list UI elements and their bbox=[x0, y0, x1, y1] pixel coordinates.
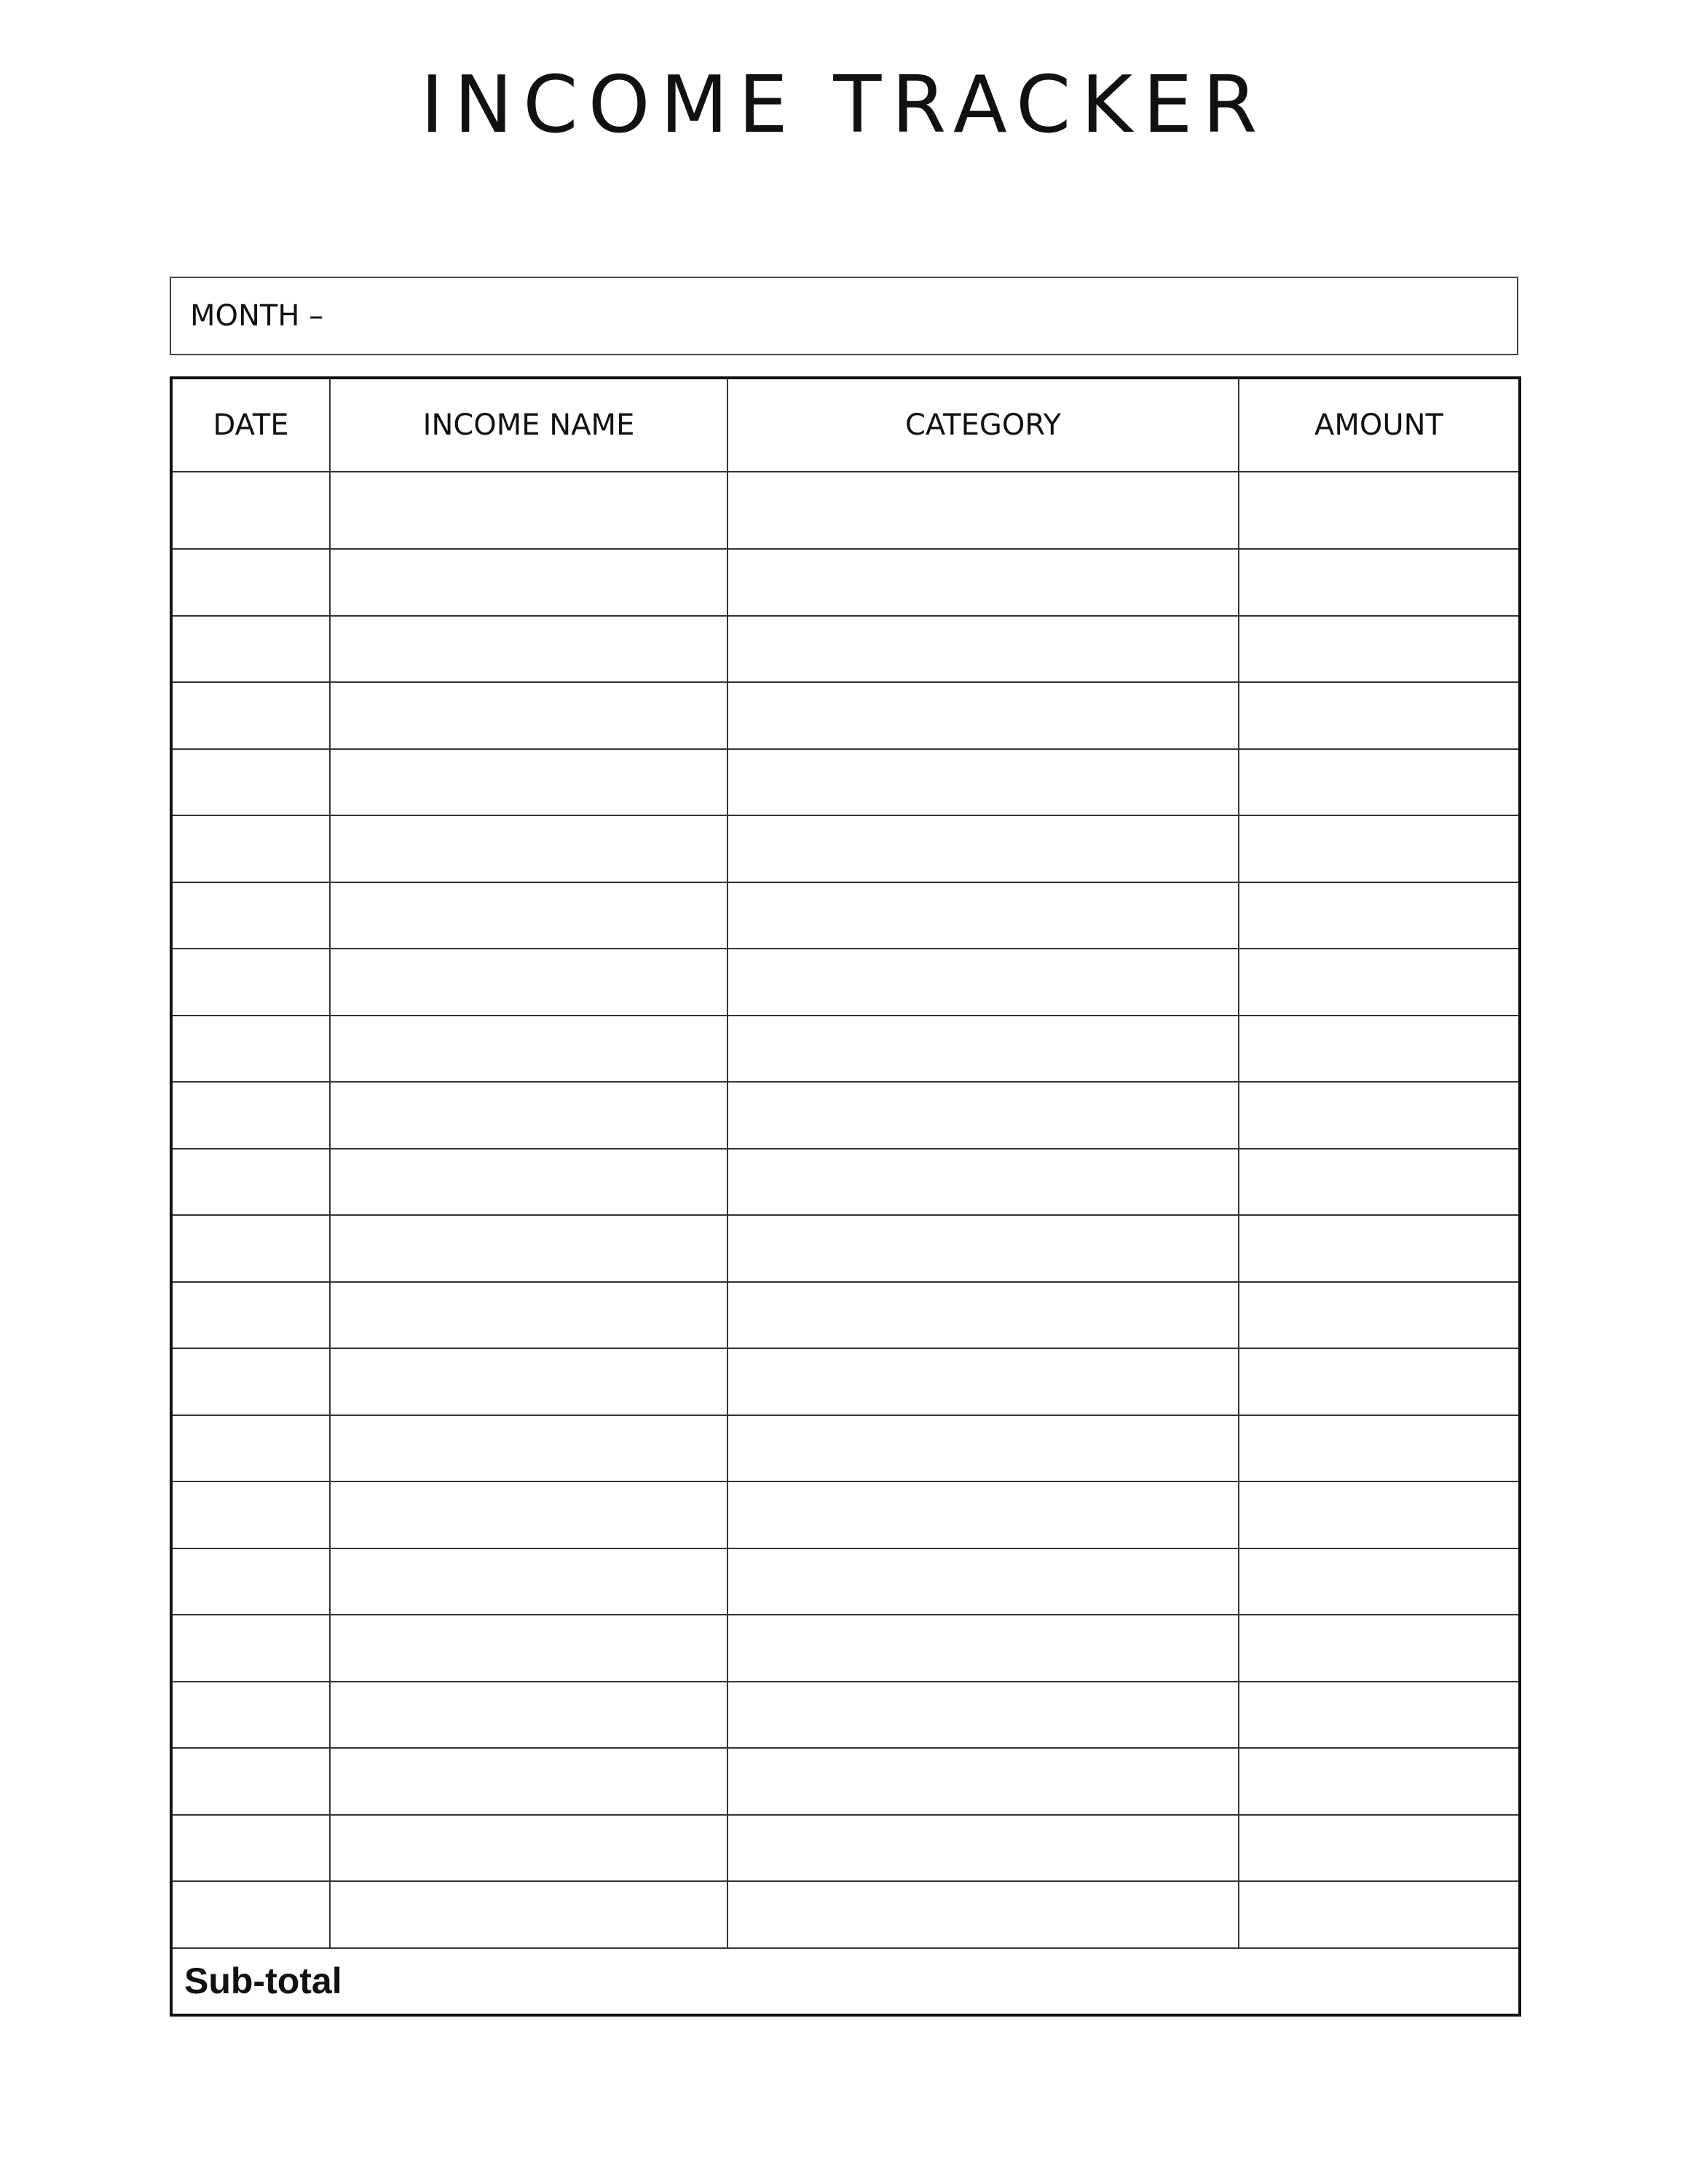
date-cell[interactable] bbox=[171, 749, 330, 816]
category-cell[interactable] bbox=[727, 1016, 1239, 1083]
amount-cell[interactable] bbox=[1239, 815, 1520, 882]
column-header-income-name: INCOME NAME bbox=[330, 378, 727, 472]
amount-cell[interactable] bbox=[1239, 949, 1520, 1016]
table-row bbox=[171, 749, 1520, 816]
income-name-cell[interactable] bbox=[330, 1016, 727, 1083]
category-cell[interactable] bbox=[727, 1282, 1239, 1349]
column-header-category: CATEGORY bbox=[727, 378, 1239, 472]
category-cell[interactable] bbox=[727, 749, 1239, 816]
date-cell[interactable] bbox=[171, 815, 330, 882]
income-name-cell[interactable] bbox=[330, 815, 727, 882]
column-header-date: DATE bbox=[171, 378, 330, 472]
table-body bbox=[171, 472, 1520, 1948]
amount-cell[interactable] bbox=[1239, 882, 1520, 949]
income-name-cell[interactable] bbox=[330, 749, 727, 816]
date-cell[interactable] bbox=[171, 682, 330, 749]
amount-cell[interactable] bbox=[1239, 1348, 1520, 1415]
amount-cell[interactable] bbox=[1239, 549, 1520, 616]
table-header-row bbox=[171, 378, 1520, 472]
income-name-cell[interactable] bbox=[330, 1682, 727, 1749]
date-cell[interactable] bbox=[171, 1481, 330, 1548]
amount-cell[interactable] bbox=[1239, 616, 1520, 683]
date-cell[interactable] bbox=[171, 882, 330, 949]
amount-cell[interactable] bbox=[1239, 1215, 1520, 1282]
date-cell[interactable] bbox=[171, 1415, 330, 1482]
income-name-cell[interactable] bbox=[330, 1215, 727, 1282]
category-cell[interactable] bbox=[727, 1082, 1239, 1149]
income-name-cell[interactable] bbox=[330, 1881, 727, 1948]
date-cell[interactable] bbox=[171, 1748, 330, 1815]
amount-cell[interactable] bbox=[1239, 472, 1520, 549]
table-row bbox=[171, 1215, 1520, 1282]
amount-cell[interactable] bbox=[1239, 1149, 1520, 1216]
date-cell[interactable] bbox=[171, 1682, 330, 1749]
date-cell[interactable] bbox=[171, 1615, 330, 1682]
month-label: MONTH – bbox=[190, 299, 324, 333]
category-cell[interactable] bbox=[727, 1815, 1239, 1882]
category-cell[interactable] bbox=[727, 882, 1239, 949]
column-header-amount: AMOUNT bbox=[1239, 378, 1520, 472]
subtotal-row bbox=[171, 1948, 1520, 2015]
subtotal-label: Sub-total bbox=[171, 1948, 1520, 2015]
category-cell[interactable] bbox=[727, 682, 1239, 749]
amount-cell[interactable] bbox=[1239, 1682, 1520, 1749]
income-name-cell[interactable] bbox=[330, 1481, 727, 1548]
table-row bbox=[171, 1615, 1520, 1682]
income-name-cell[interactable] bbox=[330, 1282, 727, 1349]
table-row bbox=[171, 1481, 1520, 1548]
table-row bbox=[171, 472, 1520, 549]
table-row bbox=[171, 1348, 1520, 1415]
category-cell[interactable] bbox=[727, 1215, 1239, 1282]
income-name-cell[interactable] bbox=[330, 1082, 727, 1149]
category-cell[interactable] bbox=[727, 1149, 1239, 1216]
income-name-cell[interactable] bbox=[330, 1748, 727, 1815]
amount-cell[interactable] bbox=[1239, 1548, 1520, 1615]
date-cell[interactable] bbox=[171, 949, 330, 1016]
category-cell[interactable] bbox=[727, 949, 1239, 1016]
date-cell[interactable] bbox=[171, 1881, 330, 1948]
income-name-cell[interactable] bbox=[330, 1415, 727, 1482]
amount-cell[interactable] bbox=[1239, 1881, 1520, 1948]
table-row bbox=[171, 1815, 1520, 1882]
table-row bbox=[171, 949, 1520, 1016]
income-name-cell[interactable] bbox=[330, 472, 727, 549]
category-cell[interactable] bbox=[727, 472, 1239, 549]
month-field[interactable] bbox=[170, 277, 1518, 355]
table-row bbox=[171, 1415, 1520, 1482]
table-row bbox=[171, 616, 1520, 683]
income-name-cell[interactable] bbox=[330, 1149, 727, 1216]
page-title: INCOME TRACKER bbox=[420, 60, 1268, 151]
category-cell[interactable] bbox=[727, 616, 1239, 683]
table-row bbox=[171, 682, 1520, 749]
table-row bbox=[171, 1082, 1520, 1149]
income-name-cell[interactable] bbox=[330, 1348, 727, 1415]
date-cell[interactable] bbox=[171, 616, 330, 683]
date-cell[interactable] bbox=[171, 549, 330, 616]
date-cell[interactable] bbox=[171, 1348, 330, 1415]
table-row bbox=[171, 1016, 1520, 1083]
category-cell[interactable] bbox=[727, 1881, 1239, 1948]
date-cell[interactable] bbox=[171, 1548, 330, 1615]
income-name-cell[interactable] bbox=[330, 949, 727, 1016]
date-cell[interactable] bbox=[171, 1215, 330, 1282]
income-table bbox=[170, 376, 1521, 2017]
date-cell[interactable] bbox=[171, 1016, 330, 1083]
category-cell[interactable] bbox=[727, 815, 1239, 882]
table-row bbox=[171, 882, 1520, 949]
category-cell[interactable] bbox=[727, 549, 1239, 616]
category-cell[interactable] bbox=[727, 1481, 1239, 1548]
category-cell[interactable] bbox=[727, 1348, 1239, 1415]
date-cell[interactable] bbox=[171, 1282, 330, 1349]
table-row bbox=[171, 549, 1520, 616]
amount-cell[interactable] bbox=[1239, 1615, 1520, 1682]
table-row bbox=[171, 1881, 1520, 1948]
category-cell[interactable] bbox=[727, 1548, 1239, 1615]
amount-cell[interactable] bbox=[1239, 1415, 1520, 1482]
amount-cell[interactable] bbox=[1239, 1815, 1520, 1882]
income-name-cell[interactable] bbox=[330, 1615, 727, 1682]
income-name-cell[interactable] bbox=[330, 616, 727, 683]
category-cell[interactable] bbox=[727, 1615, 1239, 1682]
table-row bbox=[171, 1149, 1520, 1216]
date-cell[interactable] bbox=[171, 1149, 330, 1216]
amount-cell[interactable] bbox=[1239, 1016, 1520, 1083]
table-row bbox=[171, 1282, 1520, 1349]
amount-cell[interactable] bbox=[1239, 682, 1520, 749]
amount-cell[interactable] bbox=[1239, 1282, 1520, 1349]
amount-cell[interactable] bbox=[1239, 749, 1520, 816]
date-cell[interactable] bbox=[171, 1815, 330, 1882]
category-cell[interactable] bbox=[727, 1748, 1239, 1815]
amount-cell[interactable] bbox=[1239, 1748, 1520, 1815]
date-cell[interactable] bbox=[171, 1082, 330, 1149]
table-row bbox=[171, 1682, 1520, 1749]
table-row bbox=[171, 1748, 1520, 1815]
category-cell[interactable] bbox=[727, 1415, 1239, 1482]
income-name-cell[interactable] bbox=[330, 549, 727, 616]
table-row bbox=[171, 1548, 1520, 1615]
income-name-cell[interactable] bbox=[330, 882, 727, 949]
category-cell[interactable] bbox=[727, 1682, 1239, 1749]
amount-cell[interactable] bbox=[1239, 1481, 1520, 1548]
income-name-cell[interactable] bbox=[330, 1815, 727, 1882]
income-name-cell[interactable] bbox=[330, 682, 727, 749]
amount-cell[interactable] bbox=[1239, 1082, 1520, 1149]
table-row bbox=[171, 815, 1520, 882]
date-cell[interactable] bbox=[171, 472, 330, 549]
income-name-cell[interactable] bbox=[330, 1548, 727, 1615]
